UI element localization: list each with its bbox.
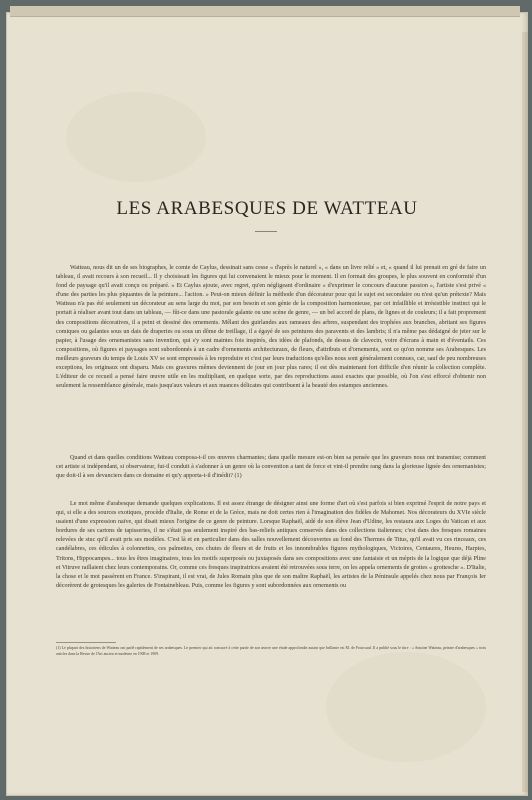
page-right-edge xyxy=(522,32,528,792)
page-top-edge xyxy=(10,6,520,17)
footnote: (1) Le plupart des historiens de Watteau ont parlé rapidement de ses arabesques. Le premier qui ait consacré à cette partie de son œuvre une étude approfondie autant que brillante est M. de Fourcaud. Il a publié sous le titre : « Antoine Watteau, peintre d'arabesques » trois articles dans la Revue de l'Art ancien et moderne en 1908 et 1909. xyxy=(56,646,486,656)
title-rule xyxy=(255,231,277,232)
document-page xyxy=(6,12,528,796)
footnote-rule xyxy=(56,642,116,643)
paper-stain xyxy=(326,652,486,762)
paragraph-2 xyxy=(56,454,486,481)
paragraph-text: Le mot même d'arabesque demande quelques explications. Il est assez étrange de désigner ainsi une forme d'art où s'est parfois si bien exprimé l'esprit de notre pays et qui, si elle a des sources exotiques, procède d'Italie, de Rome et de la Grèce, mais ne doit certes rien à l'imagination des fidèles de Mahomet. Nos décorateurs du XVIe siècle usaient d'une expression naïve, qui disait mieux l'origine de ce genre de peinture. Lorsque Raphaël, aidé de son élève Jean d'Udine, les restaura aux Loges du Vatican et aux bordures de ses cartons de tapisseries, il ne s'était pas seulement inspiré des bas-reliefs antiques conservés dans des collections italiennes; c'est dans des fresques romaines relevées de stuc qu'il avait pris ses modèles. C'est là et en particulier dans des salles nouvellement découvertes au fond des Thermes de Titus, qu'il avait vu ces rinceaux, ces candélabres, ces édicules à colonnettes, ces palmettes, ces chutes de fleurs et de fruits et les innombrables figures mythologiques, Victoires, Centaures, Heures, Harpies, Tritons, Hippocampes... tous les êtres imaginaires, tous les motifs superposés ou juxtaposés dans ses compositions avec une fantaisie et un mépris de la logique que déjà Pline et Vitruve raillaient chez leurs contemporains. Or, comme ces fresques inspiratrices avaient été retrouvées sous terre, on les appela ornements de grottes « grottesche ». D'Italie, la chose et le mot passèrent en France. S'inspirant, il est vrai, de Jules Romain plus que de son maître Raphaël, les artistes de la Péninsule appelés chez nous par François Ier décorèrent de grotesques les galeries de Fontainebleau. Puis, comme les figures y sont subordonnées aux ornements ou xyxy=(56,501,486,589)
paragraph-text: Watteau, nous dit un de ses biographes, le comte de Caylus, dessinait sans cesse « d'après le naturel », « dans un livre relié » et, « quand il lui prenait en gré de faire un tableau, il avait recours à son recueil... Il y choisissait les figures qui lui convenaient le mieux pour le moment. Il en formait des groupes, le plus souvent en conformité d'un fond de paysage qu'il avait conçu ou préparé. » Et Caylus ajoute, avec regret, qu'en négligeant d'ordinaire « d'exprimer le concours d'aucune passion », l'artiste s'est privé « d'une des parties les plus piquantes de la peinture... l'action. » Peut-on mieux définir la méthode d'un décorateur pour qui le sujet est secondaire ou n'est qu'un prétexte? Mais Watteau n'a pas été seulement un décorateur au sens large du mot, par son besoin et son génie de la composition harmonieuse, par cet infaillible et irrésistible instinct qui le portait à réaliser avant tout dans un tableau, — fût-ce dans une pastorale galante ou une scène de genre, — un bel accord de plans, de lignes et de couleurs; il a fait proprement des compositions décoratives, il a peint et dessiné des ornements. Mêlant des guirlandes aux rameaux des arbres, suspendant des trophées aux branches, abritant ses figures comiques ou galantes sous un dais de draperies ou sous un dôme de treillage, il a égayé de ses peintures des paravents et des lambris; il n'a même pas dédaigné de jeter sur le papier, à l'usage des ornemanistes sans invention, qui s'y sont maintes fois inspirés, des idées de plafonds, de dessus de clavecin, voire d'écrans à main et d'éventails. Ces compositions, où figures et paysages sont subordonnés à un cadre d'ornements architecturaux, de fleurs, d'attributs et d'ornements, sont ce qu'on nomme ses Arabesques. Les meilleurs graveurs du temps de Louis XV se sont empressés à les reproduire et c'est par leurs traductions qu'elles nous sont généralement connues, car, sauf de peu nombreuses exceptions, les originaux ont disparu. Mais ces gravures mêmes deviennent de jour en jour plus rares; il est dès maintenant fort difficile d'en réunir la collection complète. L'éditeur de ce recueil a pensé faire œuvre utile en les multipliant, en quelque sorte, par des reproductions aussi exactes que possible, où l'on s'est efforcé d'obtenir non seulement la ressemblance générale, mais jusqu'aux valeurs et aux nuances délicates qui contribuent à la beauté des estampes anciennes. xyxy=(56,265,486,390)
paragraph-1 xyxy=(56,264,486,391)
paper-stain xyxy=(66,92,206,182)
paragraph-3 xyxy=(56,500,486,591)
page-title: LES ARABESQUES DE WATTEAU xyxy=(116,198,418,219)
paragraph-text: Quand et dans quelles conditions Watteau composa-t-il ces œuvres charmantes; dans quelle mesure est-on bien sa pensée que les graveurs nous ont transmise; comment cet artiste si indépendant, si observateur, fut-il conduit à s'adonner à un genre où la convention a tant de force et vint-il prendre rang dans la glorieuse lignée des ornemanistes; que doit-il à ses devanciers dans ce domaine et qu'y apporta-t-il d'inédit? (1) xyxy=(56,455,486,480)
